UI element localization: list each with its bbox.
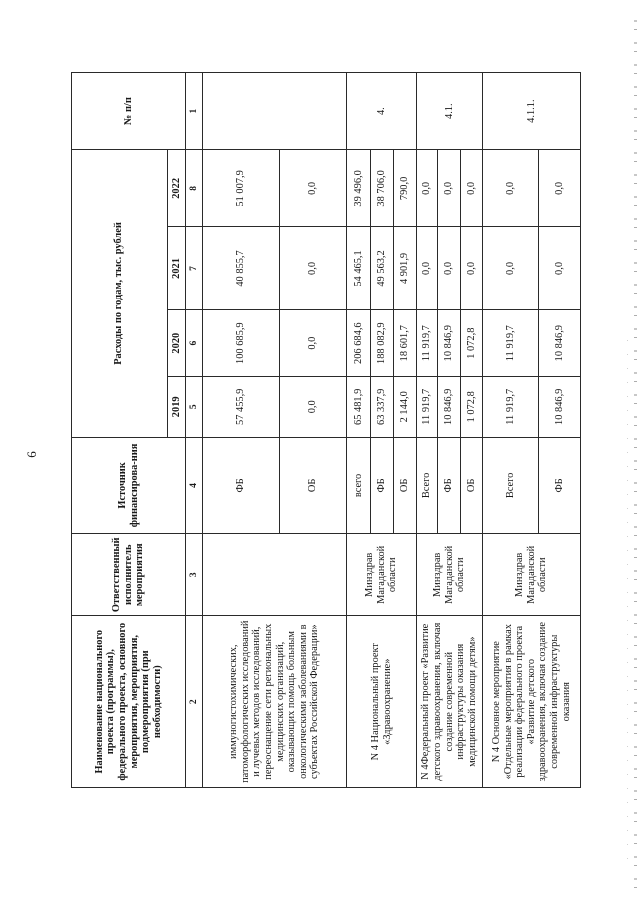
header-year-2021: 2021 xyxy=(167,227,186,310)
row4-value-2020: 206 684,6 xyxy=(347,310,371,376)
row411-num: 4.1.1. xyxy=(483,73,581,150)
index-cell: 2 xyxy=(186,616,203,788)
row4-value-2019: 63 337,9 xyxy=(371,376,394,437)
row411-value-2019: 10 846,9 xyxy=(539,376,581,437)
row411-value-2022: 0,0 xyxy=(539,150,581,227)
row4-source: всего xyxy=(347,437,371,534)
budget-table xyxy=(71,72,581,788)
header-year-2020: 2020 xyxy=(167,310,186,376)
row41-value-2019: 10 846,9 xyxy=(437,376,461,437)
index-cell: 4 xyxy=(186,437,203,534)
row41-source: Всего xyxy=(416,437,437,534)
row41-value-2021: 0,0 xyxy=(416,227,437,310)
row411-value-2022: 0,0 xyxy=(483,150,539,227)
page-number: 6 xyxy=(23,451,39,458)
row4-value-2021: 4 901,9 xyxy=(393,227,416,310)
cont-source: ФБ xyxy=(202,437,279,534)
index-row xyxy=(186,73,203,788)
cont-value-2020: 0,0 xyxy=(279,310,347,376)
row41-value-2022: 0,0 xyxy=(437,150,461,227)
row4-value-2022: 790,0 xyxy=(393,150,416,227)
row41-value-2021: 0,0 xyxy=(437,227,461,310)
row411-row xyxy=(483,73,539,788)
row41-source: ОБ xyxy=(461,437,483,534)
row4-value-2021: 49 563,2 xyxy=(371,227,394,310)
header-num: № п/п xyxy=(72,73,186,150)
cont-name: иммуногистохимических, патоморфологических исследований и лучевых методов исследований, переоснащение сети региональных медицинских организаций, оказывающих помощь больным онкологическими заболеваниями в субъектах Российской Федерации» xyxy=(202,616,346,788)
row4-source: ОБ xyxy=(393,437,416,534)
row41-value-2019: 1 072,8 xyxy=(461,376,483,437)
cont-responsible-empty xyxy=(202,534,346,616)
row41-responsible: Минздрав Магаданской области xyxy=(416,534,482,616)
cont-value-2021: 0,0 xyxy=(279,227,347,310)
cont-num-empty xyxy=(202,73,346,150)
header-name: Наименование национального проекта (программы), федерального проекта, основного мероприятия, мероприятия, подмероприятия (при необходимости) xyxy=(72,616,186,788)
row41-value-2020: 1 072,8 xyxy=(461,310,483,376)
scan-edge-artifact xyxy=(634,20,637,900)
row4-value-2020: 18 601,7 xyxy=(393,310,416,376)
header-row-main xyxy=(72,73,168,788)
row4-name: N 4 Национальный проект «Здравоохранение» xyxy=(347,616,417,788)
scan-edge-artifact-2 xyxy=(627,340,628,860)
row4-value-2022: 38 706,0 xyxy=(371,150,394,227)
header-expenses: Расходы по годам, тыс. рублей xyxy=(72,150,168,437)
row411-name: N 4 Основное мероприятие «Отдельные мероприятия в рамках реализации федерального проекта «Развитие детского здравоохранения, включая создание современной инфраструктуры оказания xyxy=(483,616,581,788)
rotated-table-wrapper xyxy=(71,72,581,788)
row41-value-2021: 0,0 xyxy=(461,227,483,310)
row41-value-2022: 0,0 xyxy=(416,150,437,227)
row41-value-2020: 10 846,9 xyxy=(437,310,461,376)
row4-responsible: Минздрав Магаданской области xyxy=(347,534,417,616)
row4-source: ФБ xyxy=(371,437,394,534)
header-responsible: Ответственный исполнитель мероприятия xyxy=(72,534,186,616)
row411-value-2021: 0,0 xyxy=(539,227,581,310)
header-year-2019: 2019 xyxy=(167,376,186,437)
cont-value-2022: 51 007,9 xyxy=(202,150,279,227)
cont-row xyxy=(202,73,279,788)
header-source: Источник финансирова-ния xyxy=(72,437,186,534)
row411-source: Всего xyxy=(483,437,539,534)
header-year-2022: 2022 xyxy=(167,150,186,227)
cont-value-2019: 57 455,9 xyxy=(202,376,279,437)
index-cell: 3 xyxy=(186,534,203,616)
index-cell: 5 xyxy=(186,376,203,437)
row4-value-2020: 188 082,9 xyxy=(371,310,394,376)
row4-value-2019: 2 144,0 xyxy=(393,376,416,437)
cont-value-2022: 0,0 xyxy=(279,150,347,227)
cont-value-2020: 100 685,9 xyxy=(202,310,279,376)
row41-row xyxy=(416,73,437,788)
row41-value-2019: 11 919,7 xyxy=(416,376,437,437)
index-cell: 8 xyxy=(186,150,203,227)
cont-source: ОБ xyxy=(279,437,347,534)
index-cell: 1 xyxy=(186,73,203,150)
row4-value-2022: 39 496,0 xyxy=(347,150,371,227)
row411-value-2019: 11 919,7 xyxy=(483,376,539,437)
row4-row xyxy=(347,73,371,788)
row41-name: N 4Федеральный проект «Развитие детского здравоохранения, включая создание современной инфраструктуры оказания медицинской помощи детям» xyxy=(416,616,482,788)
row411-value-2020: 11 919,7 xyxy=(483,310,539,376)
row411-responsible: Минздрав Магаданской области xyxy=(483,534,581,616)
row41-num: 4.1. xyxy=(416,73,482,150)
row411-value-2021: 0,0 xyxy=(483,227,539,310)
row41-source: ФБ xyxy=(437,437,461,534)
row41-value-2020: 11 919,7 xyxy=(416,310,437,376)
row4-num: 4. xyxy=(347,73,417,150)
row4-value-2019: 65 481,9 xyxy=(347,376,371,437)
row411-value-2020: 10 846,9 xyxy=(539,310,581,376)
row411-source: ФБ xyxy=(539,437,581,534)
row41-value-2022: 0,0 xyxy=(461,150,483,227)
index-cell: 7 xyxy=(186,227,203,310)
row4-value-2021: 54 465,1 xyxy=(347,227,371,310)
cont-value-2019: 0,0 xyxy=(279,376,347,437)
index-cell: 6 xyxy=(186,310,203,376)
cont-value-2021: 40 855,7 xyxy=(202,227,279,310)
